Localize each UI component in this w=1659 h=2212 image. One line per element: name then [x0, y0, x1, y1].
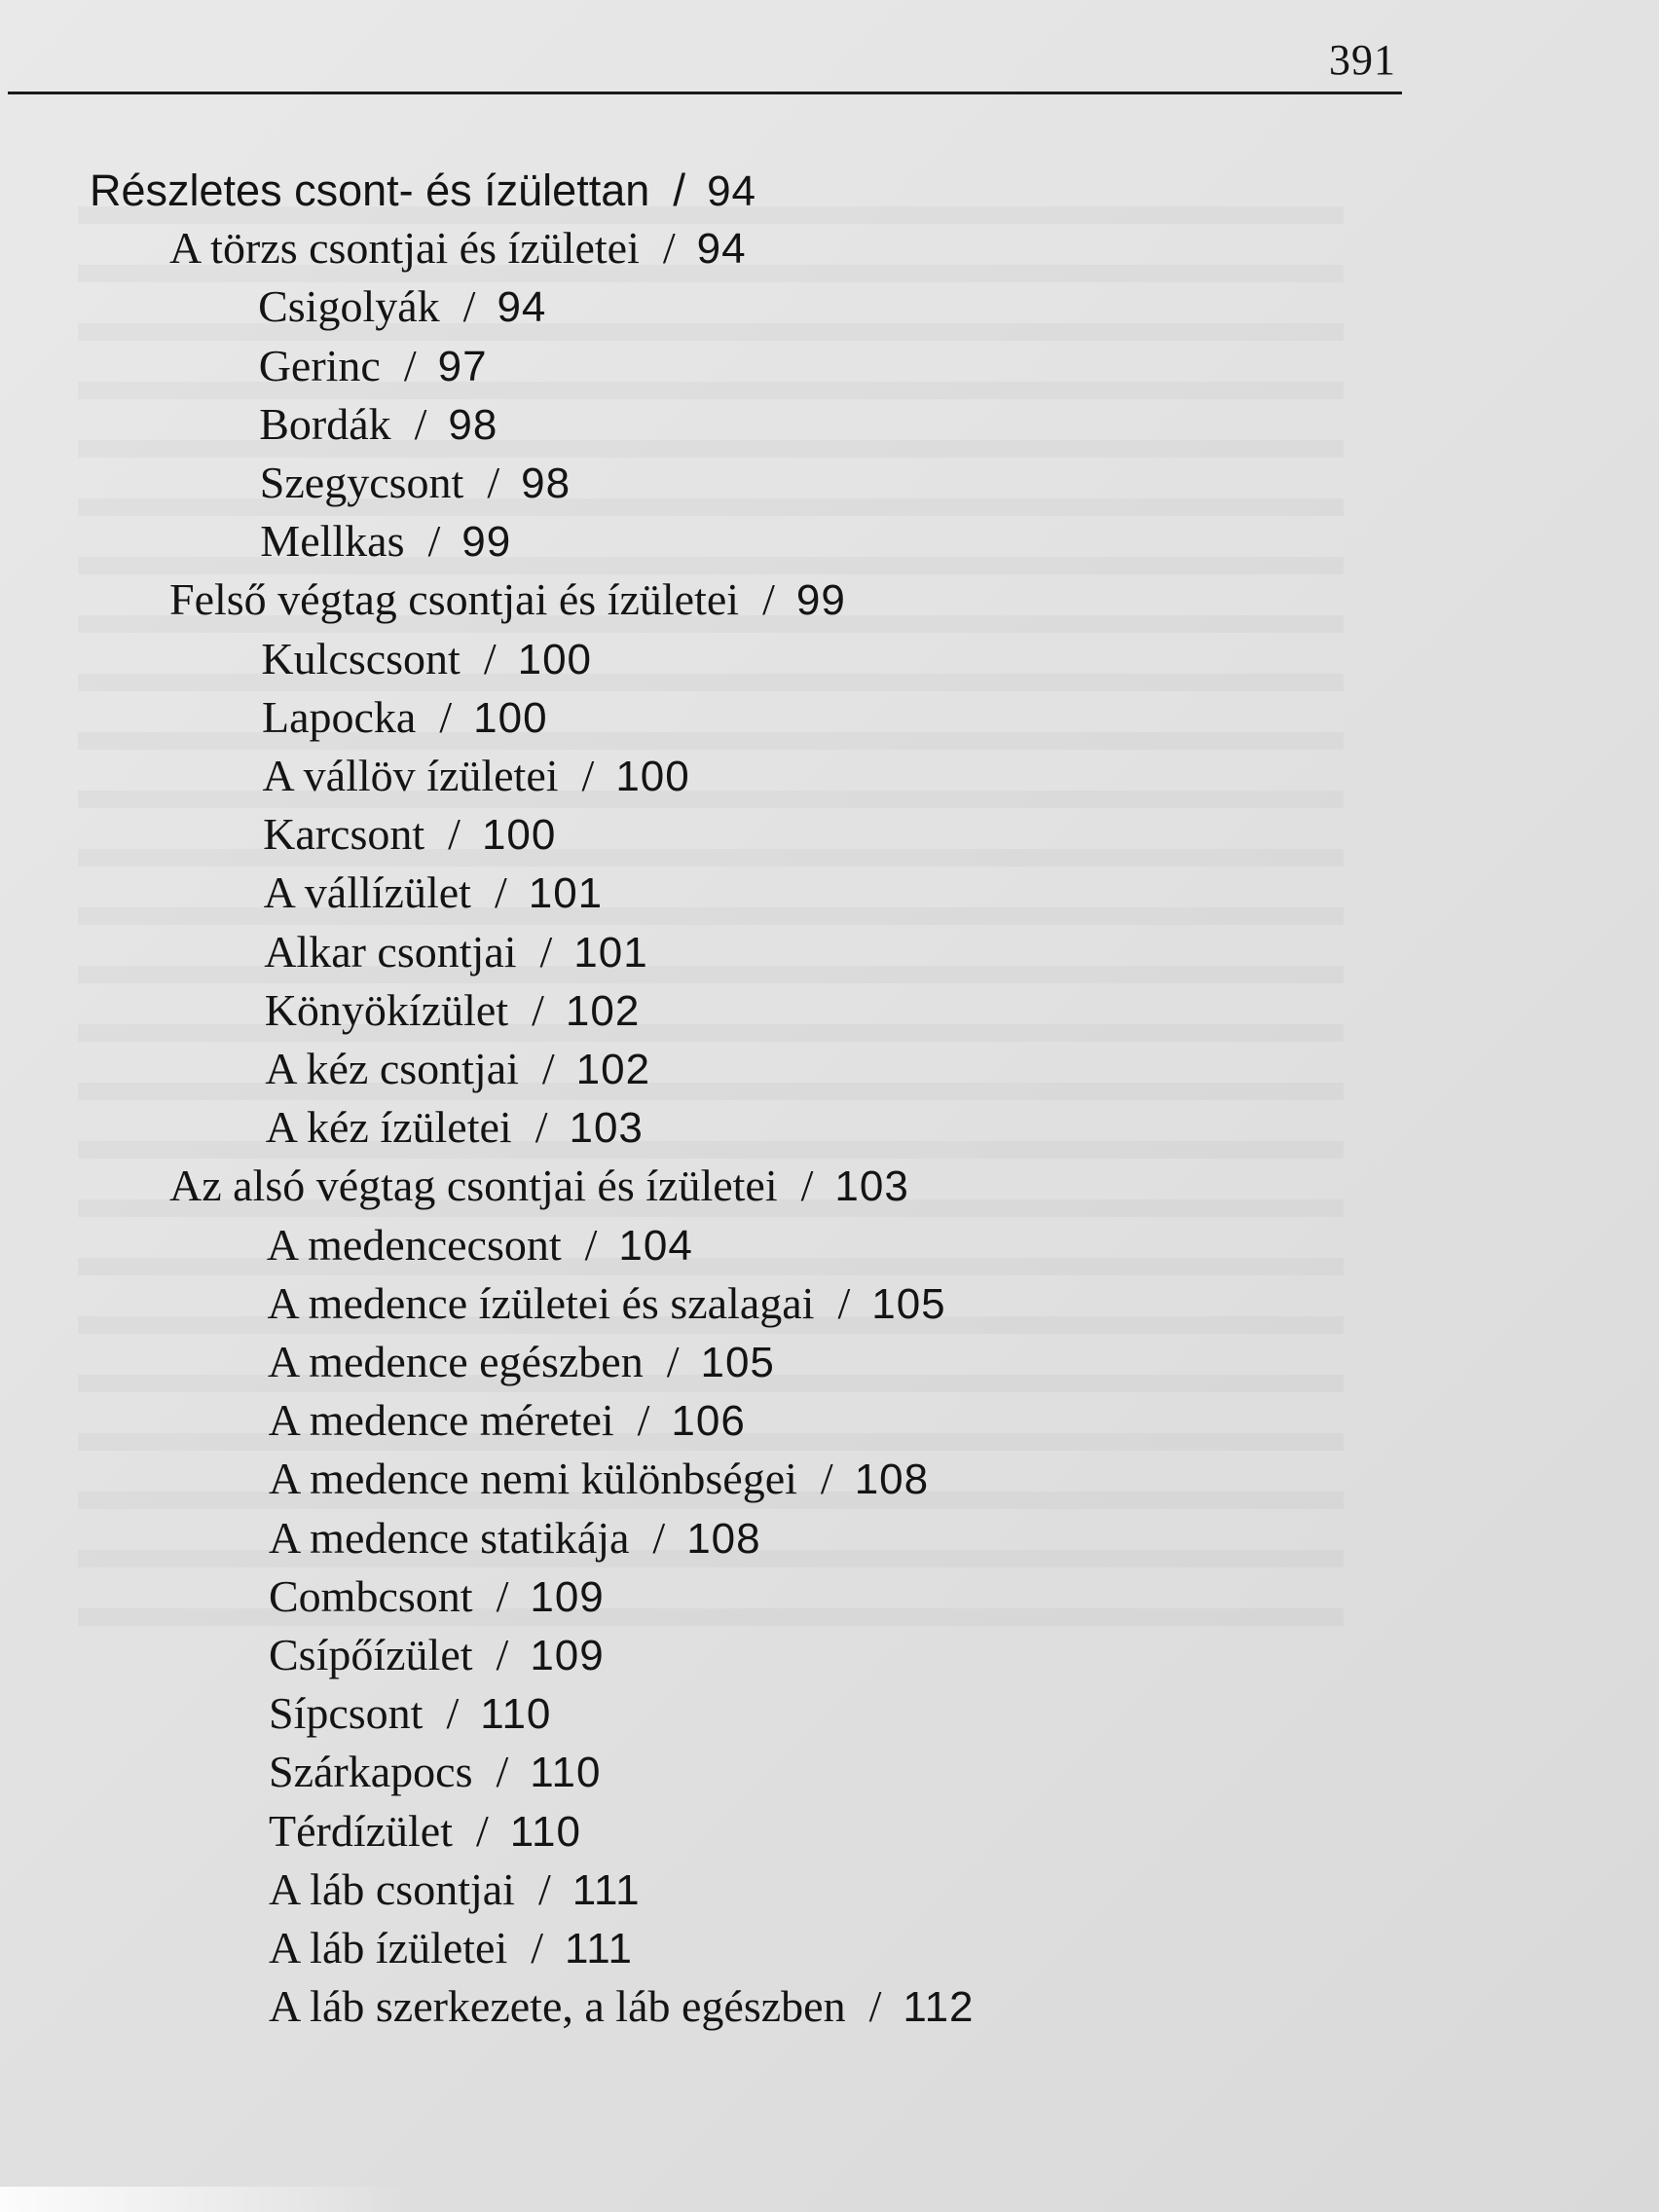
- toc-entry-page: 101: [573, 929, 648, 977]
- toc-entry: [265, 1044, 651, 1093]
- toc-entry: [263, 867, 604, 917]
- toc-entry-title: Mellkas: [260, 516, 405, 566]
- toc-entry-page: 108: [854, 1456, 930, 1503]
- toc-entry-title: Szárkapocs: [269, 1747, 473, 1796]
- toc-entry-page: 101: [528, 869, 604, 917]
- toc-entry: [169, 1163, 909, 1208]
- toc-entry-page: 102: [575, 1046, 651, 1093]
- toc-entry-title: Részletes csont- és ízülettan: [90, 166, 650, 215]
- toc-entry-page: 103: [569, 1104, 644, 1152]
- toc-separator: /: [539, 927, 553, 977]
- toc-entry-title: Sípcsont: [269, 1688, 424, 1738]
- toc-separator: /: [637, 1395, 650, 1445]
- toc-entry-page: 98: [521, 460, 571, 507]
- toc-entry-page: 110: [530, 1749, 602, 1796]
- toc-entry-page: 111: [565, 1925, 633, 1972]
- toc-entry-title: Combcsont: [269, 1571, 473, 1621]
- toc-entry: [268, 1395, 746, 1445]
- toc-entry: [268, 1337, 775, 1386]
- toc-separator: /: [541, 1044, 555, 1093]
- toc-separator: /: [439, 692, 453, 742]
- toc-entry-page: 110: [480, 1690, 552, 1738]
- toc-entry-page: 100: [473, 694, 548, 742]
- toc-entry-title: Csigolyák: [258, 281, 440, 331]
- toc-separator: /: [762, 574, 775, 624]
- watermark-strip: [0, 2187, 409, 2212]
- toc-entry-page: 105: [871, 1280, 946, 1328]
- toc-entry-title: Szegycsont: [259, 458, 464, 507]
- toc-entry-title: A vállízület: [263, 867, 471, 917]
- toc-entry: [259, 458, 571, 507]
- toc-entry-page: 110: [509, 1808, 581, 1856]
- toc-separator: /: [476, 1806, 489, 1856]
- toc-separator: /: [673, 165, 686, 215]
- toc-entry-page: 100: [615, 753, 690, 800]
- toc-entry-title: A medence méretei: [268, 1395, 614, 1445]
- toc-separator: /: [652, 1513, 666, 1563]
- toc-entry: [269, 1923, 633, 1972]
- toc-entry-title: A medencecsont: [266, 1220, 562, 1270]
- toc-entry-title: Az alsó végtag csontjai és ízületei: [169, 1161, 778, 1210]
- toc-separator: /: [531, 1923, 544, 1972]
- toc-entry: [269, 1630, 605, 1679]
- toc-entry-title: Gerinc: [258, 341, 381, 390]
- toc-separator: /: [666, 1337, 680, 1386]
- toc-entry-page: 94: [696, 225, 747, 273]
- toc-entry-title: A vállöv ízületei: [262, 751, 559, 800]
- toc-entry-title: A láb szerkezete, a láb egészben: [269, 1981, 846, 2031]
- toc-separator: /: [487, 458, 500, 507]
- toc-entry-title: Felső végtag csontjai és ízületei: [169, 574, 740, 624]
- toc-entry-title: Karcsont: [263, 809, 425, 859]
- toc-entry-title: Kulcscsont: [261, 634, 461, 683]
- toc-separator: /: [496, 1630, 509, 1679]
- toc-entry: [259, 399, 498, 449]
- page-number: 391: [1329, 36, 1396, 84]
- toc-entry-page: 97: [437, 343, 488, 390]
- toc-entry-page: 100: [517, 636, 593, 683]
- toc-entry-page: 112: [903, 1983, 975, 2031]
- toc-entry: [262, 692, 548, 742]
- toc-entry-page: 109: [530, 1573, 605, 1621]
- toc-separator: /: [483, 634, 497, 683]
- toc-entry-page: 108: [686, 1515, 761, 1563]
- toc-separator: /: [403, 341, 417, 390]
- toc-entry-title: A láb csontjai: [269, 1864, 515, 1914]
- toc-separator: /: [446, 1688, 460, 1738]
- toc-entry-page: 106: [671, 1397, 746, 1445]
- toc-entry-title: A medence egészben: [268, 1337, 644, 1386]
- toc-entry-title: A kéz csontjai: [265, 1044, 519, 1093]
- toc-entry: [264, 985, 641, 1035]
- toc-entry: [269, 1981, 975, 2031]
- toc-entry-title: A medence ízületei és szalagai: [267, 1278, 815, 1328]
- toc-entry-title: Alkar csontjai: [264, 927, 517, 977]
- toc-entry: [269, 1747, 602, 1796]
- toc-entry: [258, 341, 488, 390]
- toc-separator: /: [496, 1571, 509, 1621]
- toc-entry-title: A medence nemi különbségei: [269, 1454, 797, 1503]
- toc-separator: /: [537, 1864, 551, 1914]
- toc-entry-page: 98: [448, 401, 498, 449]
- toc-entry: [261, 634, 593, 683]
- toc-entry: [267, 1278, 946, 1328]
- toc-separator: /: [494, 867, 507, 917]
- toc-entry: [262, 751, 690, 800]
- toc-separator: /: [584, 1220, 598, 1270]
- toc-entry-title: Bordák: [259, 399, 391, 449]
- header-rule: [8, 92, 1402, 94]
- toc-entry: [264, 927, 648, 977]
- toc-entry: [169, 574, 846, 624]
- toc-separator: /: [448, 809, 461, 859]
- toc-entry: [266, 1220, 693, 1270]
- toc-entry-page: 103: [834, 1162, 909, 1210]
- toc-entry-title: A láb ízületei: [269, 1923, 508, 1972]
- toc-entry: [269, 1571, 605, 1621]
- toc-entry-page: 99: [795, 576, 846, 624]
- toc-entry: [269, 1456, 929, 1501]
- toc-entry-title: A kéz ízületei: [265, 1102, 512, 1152]
- toc-entry-title: Lapocka: [262, 692, 417, 742]
- toc-separator: /: [414, 399, 427, 449]
- toc-separator: /: [496, 1747, 509, 1796]
- toc-entry: [265, 1102, 644, 1152]
- toc-entry: [269, 1864, 641, 1914]
- toc-separator: /: [868, 1981, 882, 2031]
- toc-entry-page: 94: [707, 167, 757, 215]
- toc-entry: [260, 516, 512, 566]
- toc-separator: /: [800, 1161, 814, 1210]
- toc-separator: /: [820, 1454, 833, 1503]
- toc-entry-page: 105: [700, 1339, 775, 1386]
- toc-separator: /: [462, 281, 476, 331]
- toc-separator: /: [581, 751, 595, 800]
- toc-entry-page: 102: [565, 987, 641, 1035]
- toc-entry: [263, 809, 557, 859]
- toc-entry-page: 99: [461, 518, 512, 566]
- toc-entry: [90, 167, 756, 213]
- toc-separator: /: [662, 223, 676, 273]
- toc-entry-title: Csípőízület: [269, 1630, 473, 1679]
- toc-entry-title: Könyökízület: [264, 985, 509, 1035]
- toc-entry: [258, 281, 547, 331]
- toc-entry-page: 109: [530, 1632, 605, 1679]
- toc-entry-title: A medence statikája: [269, 1513, 630, 1563]
- toc-separator: /: [427, 516, 441, 566]
- toc-separator: /: [837, 1278, 851, 1328]
- toc-entry-page: 104: [618, 1222, 693, 1270]
- toc-entry-page: 94: [497, 283, 547, 331]
- toc-entry: [269, 1806, 581, 1856]
- toc-entry-page: 100: [481, 811, 557, 859]
- toc-separator: /: [532, 985, 544, 1035]
- toc-entry: [269, 1513, 761, 1563]
- toc-entry: [169, 223, 747, 273]
- toc-separator: /: [535, 1102, 548, 1152]
- toc-entry-title: A törzs csontjai és ízületei: [169, 223, 640, 273]
- toc-entry-title: Térdízület: [269, 1806, 454, 1856]
- toc-entry: [269, 1688, 552, 1738]
- toc-entry-page: 111: [571, 1866, 641, 1914]
